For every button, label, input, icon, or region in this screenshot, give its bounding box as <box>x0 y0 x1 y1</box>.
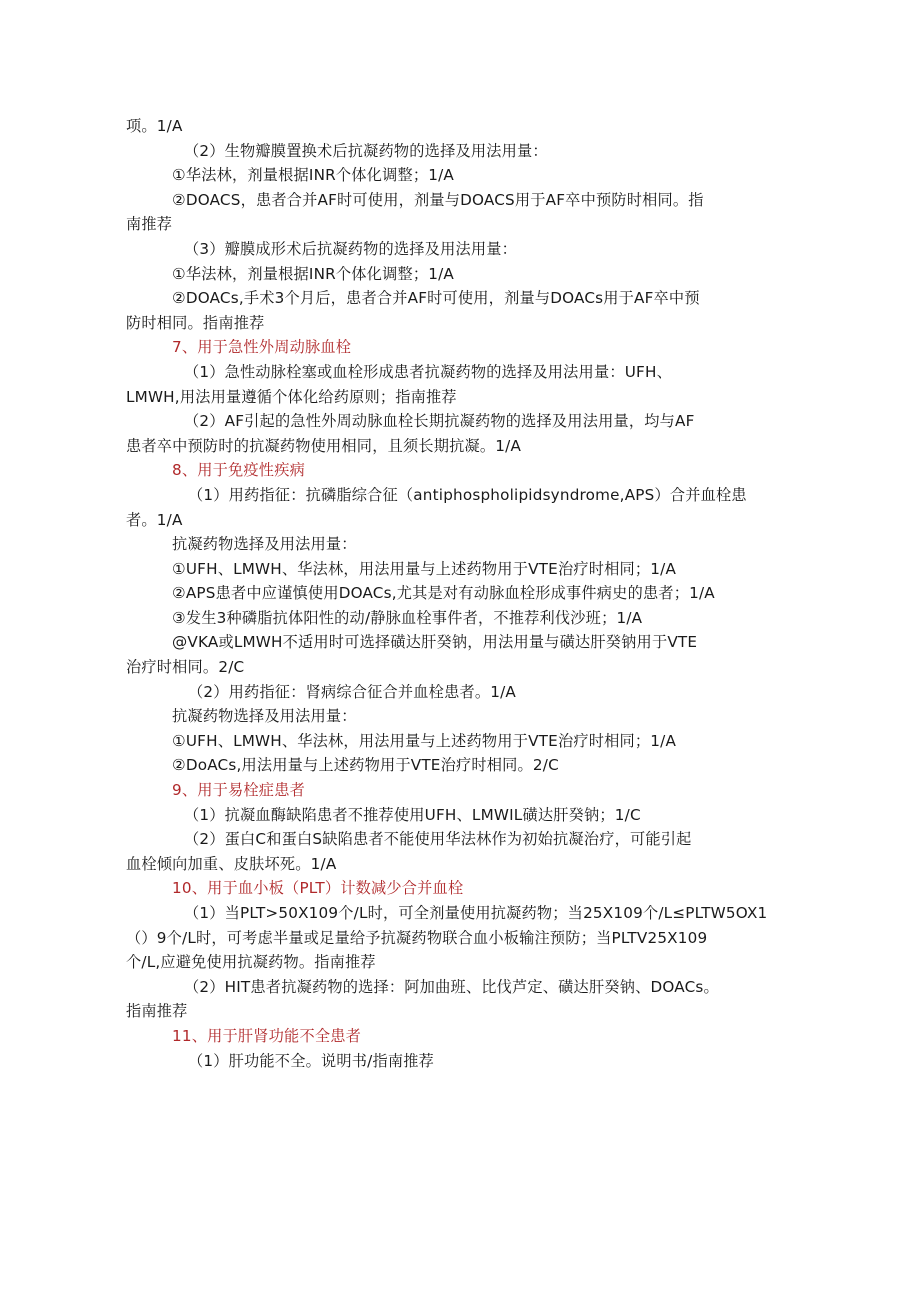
document-body <box>126 114 802 1073</box>
text-line: ①UFH、LMWH、华法林，用法用量与上述药物用于VTE治疗时相同；1/A <box>172 559 677 578</box>
text-line: 患者卒中预防时的抗凝药物使用相同，且须长期抗凝。1/A <box>126 436 522 455</box>
section-heading: 9、用于易栓症患者 <box>172 781 305 800</box>
text-line: ③发生3种磷脂抗体阳性的动/静脉血栓事件者，不推荐利伐沙班；1/A <box>172 608 643 627</box>
text-line: （2）蛋白C和蛋白S缺陷患者不能使用华法林作为初始抗凝治疗，可能引起 <box>184 830 692 849</box>
text-line: ①UFH、LMWH、华法林，用法用量与上述药物用于VTE治疗时相同；1/A <box>172 731 677 750</box>
text-line: 指南推荐 <box>126 1002 188 1021</box>
text-line: ②DoACs,用法用量与上述药物用于VTE治疗时相同。2/C <box>172 756 559 775</box>
text-line: ②DOACs,手术3个月后，患者合并AF时可使用，剂量与DOACs用于AF卒中预 <box>172 289 700 308</box>
text-line: 治疗时相同。2/C <box>126 658 245 677</box>
text-line: 防时相同。指南推荐 <box>126 313 265 332</box>
text-line: （2）用药指征：肾病综合征合并血栓患者。1/A <box>188 682 516 701</box>
section-heading: 7、用于急性外周动脉血栓 <box>172 338 352 357</box>
text-line: ②APS患者中应谨慎使用DOACs,尤其是对有动脉血栓形成事件病史的患者；1/A <box>172 584 715 603</box>
text-line: （1）抗凝血酶缺陷患者不推荐使用UFH、LMWIL磺达肝癸钠；1/C <box>184 805 641 824</box>
text-line: （3）瓣膜成形术后抗凝药物的选择及用法用量： <box>184 239 518 258</box>
text-line: （）9个/L时，可考虑半量或足量给予抗凝药物联合血小板输注预防；当PLTV25X109 <box>126 928 708 947</box>
text-line: （2）HIT患者抗凝药物的选择：阿加曲班、比伐芦定、磺达肝癸钠、DOACs。 <box>184 977 719 996</box>
text-line: 血栓倾向加重、皮肤坏死。1/A <box>126 854 337 873</box>
text-line: 南推荐 <box>126 215 173 234</box>
text-line: 项。1/A <box>126 117 183 135</box>
text-line: 抗凝药物选择及用法用量： <box>172 707 357 726</box>
text-line: LMWH,用法用量遵循个体化给药原则；指南推荐 <box>126 387 457 406</box>
text-line: 抗凝药物选择及用法用量： <box>172 535 357 554</box>
text-line: ②DOACS，患者合并AF时可使用，剂量与DOACS用于AF卒中预防时相同。指 <box>172 190 704 209</box>
text-line: @VKA或LMWH不适用时可选择磺达肝癸钠，用法用量与磺达肝癸钠用于VTE <box>172 633 698 652</box>
text-line: （1）急性动脉栓塞或血栓形成患者抗凝药物的选择及用法用量：UFH、 <box>184 362 672 381</box>
section-heading: 10、用于血小板（PLT）计数减少合并血栓 <box>172 879 464 898</box>
text-line: ①华法林，剂量根据INR个体化调整；1/A <box>172 166 455 185</box>
text-line: （2）生物瓣膜置换术后抗凝药物的选择及用法用量： <box>184 141 548 160</box>
text-line: 者。1/A <box>126 510 183 529</box>
text-line: ①华法林，剂量根据INR个体化调整；1/A <box>172 264 455 283</box>
text-line: （1）用药指征：抗磷脂综合征（antiphospholipidsyndrome,APS）合并血栓患 <box>188 485 747 504</box>
text-line: （1）当PLT>50X109个/L时，可全剂量使用抗凝药物；当25X109个/L≤PLTW5OX1 <box>184 904 768 922</box>
text-line: 个/L,应避免使用抗凝药物。指南推荐 <box>126 953 376 972</box>
section-heading: 8、用于免疫性疾病 <box>172 461 305 480</box>
section-heading: 11、用于肝肾功能不全患者 <box>172 1026 361 1045</box>
text-line: （1）肝功能不全。说明书/指南推荐 <box>188 1051 434 1070</box>
text-line: （2）AF引起的急性外周动脉血栓长期抗凝药物的选择及用法用量，均与AF <box>184 412 695 431</box>
